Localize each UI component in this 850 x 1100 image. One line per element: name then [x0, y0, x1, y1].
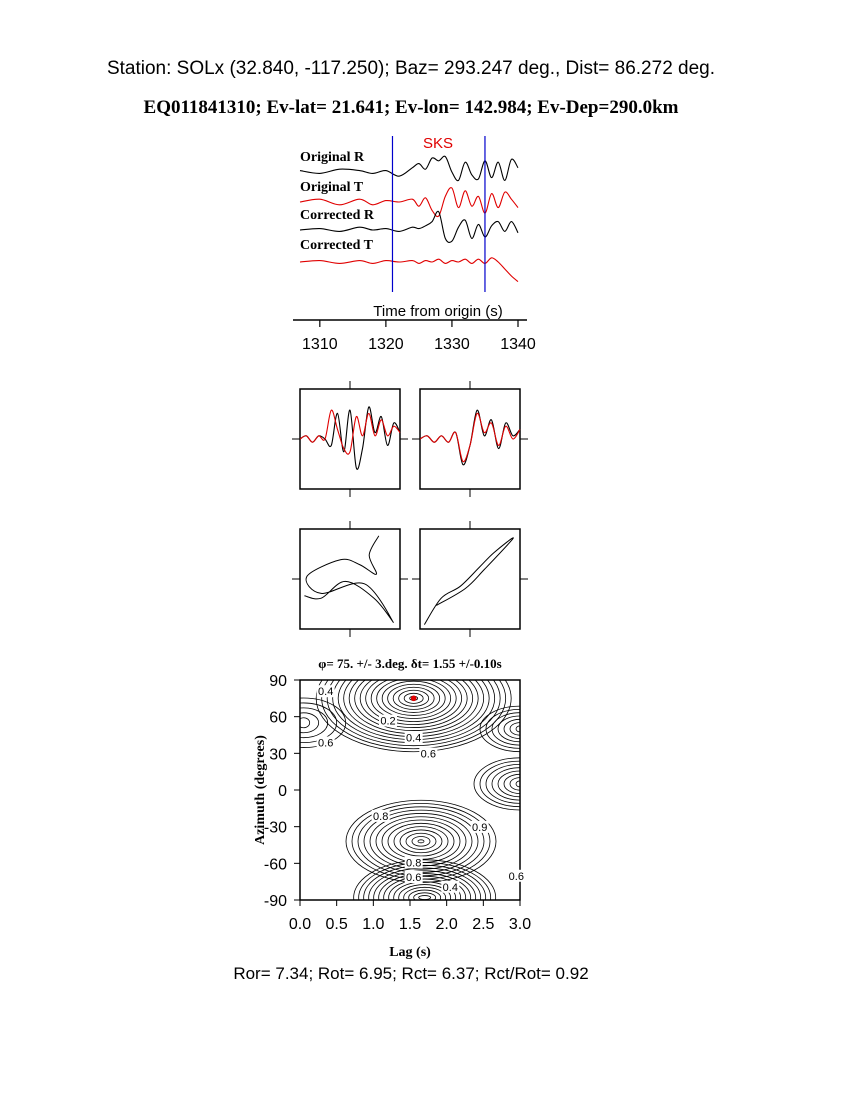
- best-fit-marker: [411, 696, 417, 702]
- contour-label: 0.6: [508, 870, 524, 883]
- fs2-trace-1: [420, 410, 520, 465]
- contour-label: 0.4: [406, 732, 422, 745]
- grid-y-tick-label: -90: [263, 893, 287, 910]
- energy-grid-y-axis-label: Azimuth (degrees): [253, 735, 268, 845]
- grid-y-tick-label: -60: [263, 856, 287, 874]
- pm1-frame: [300, 529, 400, 629]
- contour-label: 0.8: [406, 857, 422, 870]
- seismogram-x-tick-label: 1320: [368, 336, 404, 353]
- contour-line: [379, 874, 471, 922]
- contour-line: [418, 840, 424, 843]
- grid-x-tick-label: 2.5: [472, 916, 495, 933]
- contour-line: [419, 896, 431, 900]
- trace-label-1: Original R: [300, 150, 365, 165]
- station-header: Station: SOLx (32.840, -117.250); Baz= 293.247 deg., Dist= 86.272 deg.: [106, 58, 716, 79]
- seismogram-x-tick-label: 1330: [434, 336, 470, 353]
- contour-label: 0.4: [442, 881, 458, 894]
- grid-y-tick-label: 90: [269, 673, 287, 690]
- trace-label-3: Corrected R: [300, 208, 374, 223]
- phase-label: SKS: [422, 135, 454, 152]
- seismogram-x-axis-label: Time from origin (s): [373, 303, 503, 320]
- grid-x-tick-label: 0.0: [288, 916, 312, 933]
- contour-label: 0.6: [420, 748, 436, 761]
- energy-grid-x-axis-label: Lag (s): [389, 945, 431, 960]
- grid-x-tick-label: 0.5: [325, 916, 348, 933]
- trace-label-2: Original T: [300, 180, 364, 195]
- event-header: EQ011841310; Ev-lat= 21.641; Ev-lon= 142.984; Ev-Dep=290.0km: [143, 97, 679, 118]
- contour-label: 0.6: [406, 872, 422, 884]
- contour-label: 0.2: [380, 715, 396, 728]
- grid-x-tick-label: 2.0: [435, 916, 458, 933]
- particle-motion-original-panel: [292, 521, 408, 637]
- seismogram-x-tick-label: 1340: [500, 336, 536, 353]
- contour-label: 0.6: [318, 737, 334, 750]
- contour-label: 0.9: [472, 821, 488, 834]
- particle-motion-corrected-panel: [412, 521, 528, 637]
- energy-grid-title: φ= 75. +/- 3.deg. δt= 1.55 +/-0.10s: [318, 656, 502, 671]
- contour-label: 0.4: [318, 686, 334, 699]
- contour-line: [369, 868, 481, 927]
- trace-label-4: Corrected T: [300, 238, 373, 253]
- contour-line: [394, 827, 448, 856]
- fast-slow-original-panel: [292, 381, 408, 497]
- grid-x-tick-label: 1.0: [362, 916, 385, 933]
- contour-line: [406, 833, 436, 849]
- fs1-frame: [300, 389, 400, 489]
- fs1-trace-1: [300, 407, 400, 469]
- fs2-frame: [420, 389, 520, 489]
- seismogram-panel: [293, 135, 536, 353]
- energy-ratio-footer: Ror= 7.34; Rot= 6.95; Rct= 6.37; Rct/Rot= 0.92: [233, 964, 589, 983]
- grid-y-tick-label: 0: [278, 783, 287, 800]
- grid-y-tick-label: -30: [263, 819, 287, 837]
- contour-label: 0.8: [373, 810, 389, 823]
- fast-slow-corrected-panel: [412, 381, 528, 497]
- energy-grid-panel: [253, 645, 566, 960]
- contour-line: [414, 893, 436, 903]
- contour-line: [289, 713, 319, 733]
- grid-x-tick-label: 1.5: [398, 916, 422, 933]
- grid-y-tick-label: 30: [269, 746, 287, 764]
- contour-line: [412, 837, 430, 847]
- fs2-trace-2: [420, 413, 520, 461]
- grid-x-tick-label: 3.0: [508, 916, 532, 933]
- pm1-path: [304, 536, 393, 623]
- grid-y-tick-label: 60: [269, 709, 287, 727]
- seismogram-x-tick-label: 1310: [302, 336, 338, 353]
- contour-line: [388, 823, 454, 859]
- pm2-path: [424, 538, 513, 625]
